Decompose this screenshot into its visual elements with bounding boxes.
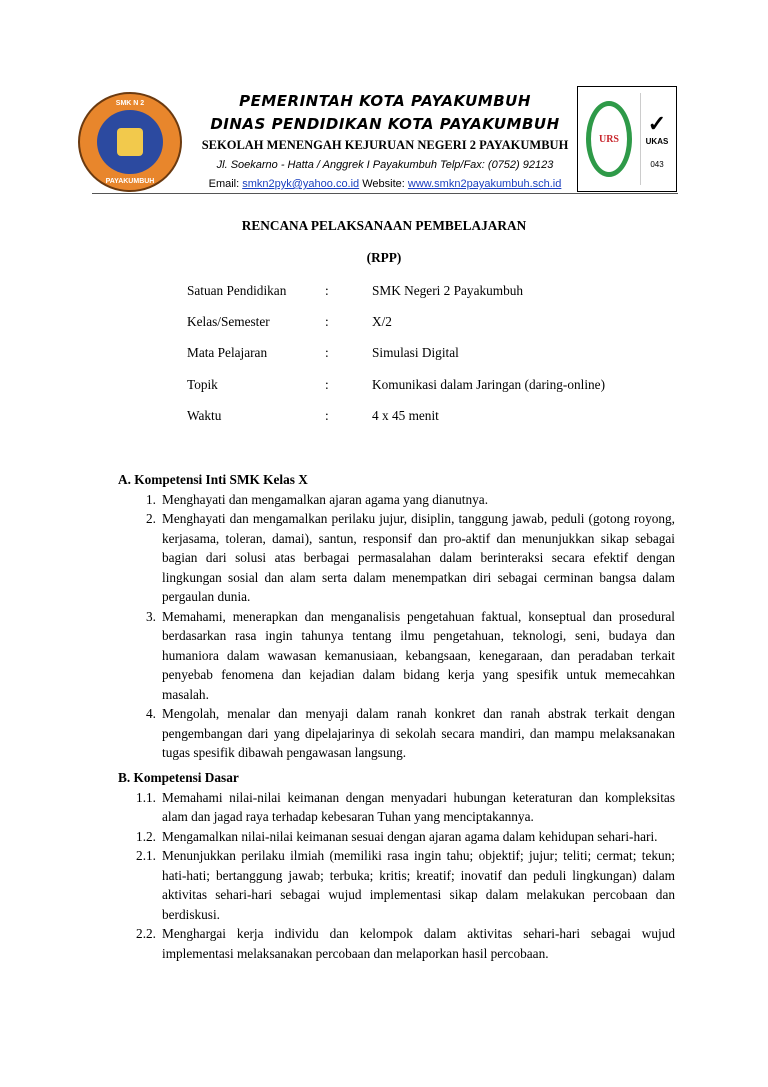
- school-name: SEKOLAH MENENGAH KEJURUAN NEGERI 2 PAYAKUMBUH: [201, 138, 569, 152]
- item-text: Mengolah, menalar dan menyaji dalam ranah konkret dan ranah abstrak terkait dengan pengembangan dari yang dipelajarinya di sekolah secara mandiri, dan mampu melaksanakan tugas spesifik dibawah pengawasan langsung.: [162, 706, 675, 760]
- ukas-label: UKAS: [645, 137, 669, 146]
- item-text: Memahami, menerapkan dan menganalisis pengetahuan faktual, konseptual dan prosedural berdasarkan rasa ingin tahunya tentang ilmu pengetahuan, teknologi, seni, budaya dan humaniora dalam wawasan kemanusiaan, kebangsaan, kenegaraan, dan peradaban terkait penyebab fenomena dan kejadian dalam bidang kerja yang spesifik untuk memecahkan masalah.: [162, 608, 675, 702]
- email-link[interactable]: smkn2pyk@yahoo.co.id: [242, 178, 360, 190]
- document-title: RENCANA PELAKSANAAN PEMBELAJARAN: [241, 218, 527, 233]
- item-number: 4.: [146, 706, 156, 721]
- item-text: Menghargai kerja individu dan kelompok dalam aktivitas sehari-hari sebagai wujud implementasi melaksanakan percobaan dan melaporkan hasil percobaan.: [162, 926, 675, 961]
- info-label: Waktu: [187, 408, 222, 423]
- ukas-number: 043: [650, 160, 664, 169]
- website-link[interactable]: www.smkn2payakumbuh.sch.id: [407, 178, 562, 190]
- list-item: [118, 490, 675, 510]
- info-label: Topik: [187, 377, 218, 392]
- info-label: Satuan Pendidikan: [187, 283, 287, 298]
- contact-line: [190, 178, 580, 190]
- info-value: SMK Negeri 2 Payakumbuh: [372, 283, 524, 298]
- info-sep: :: [325, 314, 329, 329]
- urs-logo: URS: [586, 101, 632, 177]
- info-sep: :: [325, 345, 329, 360]
- website-label: Website:: [362, 178, 405, 190]
- info-sep: :: [325, 408, 329, 423]
- item-number: 3.: [146, 608, 156, 624]
- email-label: Email:: [208, 178, 240, 190]
- info-value: Simulasi Digital: [372, 345, 459, 360]
- item-text: Mengamalkan nilai-nilai keimanan sesuai dengan ajaran agama dalam kehidupan sehari-hari.: [162, 828, 658, 844]
- list-item: [118, 827, 675, 847]
- item-text: Menghayati dan mengamalkan ajaran agama yang dianutnya.: [162, 491, 489, 507]
- item-text: Memahami nilai-nilai keimanan dengan menyadari hubungan keteraturan dan kompleksitas alam dan jagad raya terhadap kebesaran Tuhan yang menciptakannya.: [162, 789, 675, 824]
- check-icon: ✓: [647, 111, 667, 136]
- item-number: 2.: [146, 511, 156, 526]
- section-heading: A. Kompetensi Inti SMK Kelas X: [118, 472, 308, 487]
- item-number: 1.: [146, 491, 156, 507]
- item-text: Menunjukkan perilaku ilmiah (memiliki rasa ingin tahu; objektif; jujur; teliti; cermat; tekun; hati-hati; bertanggung jawab; terbuka; kritis; kreatif; inovatif dan peduli lingkungan) dalam aktivitas sehari-hari sebagai wujud implementasi sikap dalam melakukan percobaan dan berdiskusi.: [162, 848, 675, 922]
- divider: [92, 193, 678, 194]
- info-value: X/2: [372, 314, 392, 329]
- info-sep: :: [325, 283, 329, 298]
- list-item: [118, 607, 675, 705]
- info-sep: :: [325, 377, 329, 392]
- list-item: [118, 788, 675, 827]
- list-item: [118, 509, 675, 607]
- ukas-logo: [640, 93, 673, 185]
- item-number: 1.2.: [136, 828, 156, 844]
- item-text: Menghayati dan mengamalkan perilaku jujur, disiplin, tanggung jawab, peduli (gotong royong, kerjasama, toleran, damai), santun, responsif dan pro-aktif dan menunjukkan sikap sebagai bagian dari solusi atas berbagai permasalahan dalam berinteraksi secara efektif dengan lingkungan sosial dan alam serta dalam menempatkan diri sebagai cerminan bangsa dalam pergaulan dunia.: [162, 511, 675, 604]
- document-subtitle: (RPP): [366, 250, 402, 265]
- list-item: [118, 704, 675, 763]
- school-address: Jl. Soekarno - Hatta / Anggrek I Payakumbuh Telp/Fax: (0752) 92123: [216, 159, 554, 171]
- list-item: [118, 924, 675, 963]
- letterhead-line2: DINAS PENDIDIKAN KOTA PAYAKUMBUH: [210, 115, 560, 133]
- section-a: [118, 470, 675, 763]
- logo-text: SMK N 2: [115, 100, 145, 107]
- logo-text: PAYAKUMBUH: [105, 178, 155, 185]
- item-number: 1.1.: [136, 789, 156, 805]
- list-item: [118, 846, 675, 924]
- certification-logos: [577, 86, 677, 192]
- section-heading: B. Kompetensi Dasar: [118, 770, 239, 785]
- info-label: Mata Pelajaran: [187, 345, 268, 360]
- letterhead-line1: PEMERINTAH KOTA PAYAKUMBUH: [239, 92, 531, 110]
- item-number: 2.1.: [136, 848, 156, 863]
- info-value: Komunikasi dalam Jaringan (daring-online): [372, 377, 606, 392]
- info-value: 4 x 45 menit: [372, 408, 439, 423]
- info-label: Kelas/Semester: [187, 314, 270, 329]
- school-logo: [78, 92, 182, 192]
- section-b: [118, 768, 675, 963]
- item-number: 2.2.: [136, 926, 156, 941]
